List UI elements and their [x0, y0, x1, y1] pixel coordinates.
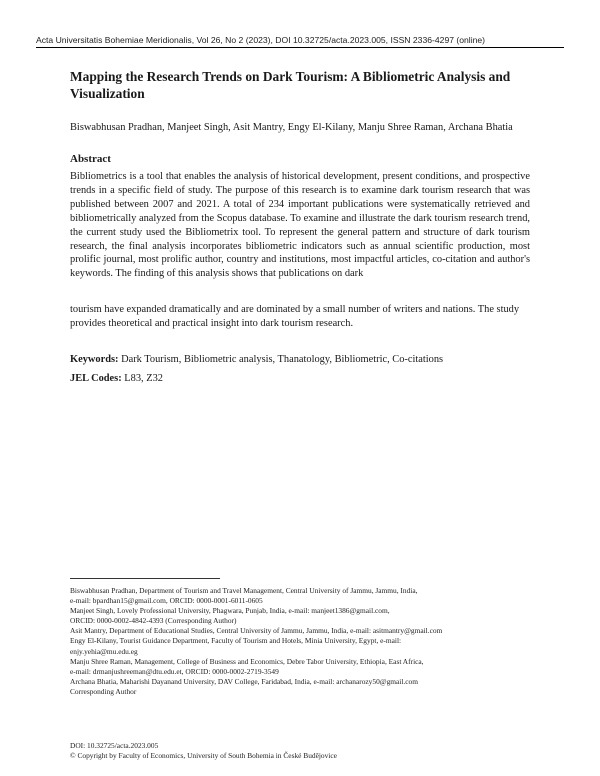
- footnote-line: enjy.yehia@mu.edu.eg: [70, 646, 138, 656]
- author-footnotes: [70, 586, 550, 697]
- header-rule: [36, 47, 564, 48]
- keywords-label: Keywords:: [70, 354, 119, 365]
- footnote-line: Archana Bhatia, Maharishi Dayanand University, DAV College, Faridabad, India, e-mail: archanarozy50@gmail.com: [70, 676, 418, 686]
- footnote-line: Corresponding Author: [70, 686, 137, 696]
- keywords-line: [70, 353, 540, 367]
- jel-codes-label: JEL Codes:: [70, 373, 122, 384]
- abstract-paragraph-1: Bibliometrics is a tool that enables the analysis of historical development, present conditions, and prospective trends in a specific field of study. The purpose of this research is to examine dark tourism research that was published between 2007 and 2021. A total of 234 important publications were systematically retrieved and bibliometrically analyzed from the Scopus database. To examine and illustrate the dark tourism research trend, the current study used the Bibliometrix tool. To represent the general pattern and structure of dark tourism research, the final analysis incorporates bibliometric indicators such as annual scientific production, most prolific journal, most prolific author, country and institutions, most impactful articles, co-citation and author's keywords. The finding of this analysis shows that publications on dark: [70, 171, 530, 280]
- footnote-line: ORCID: 0000-0002-4842-4393 (Corresponding Author): [70, 616, 237, 626]
- jel-codes-line: [70, 372, 540, 386]
- footnote-line: Asit Mantry, Department of Educational Studies, Central University of Jammu, Jammu, India, e-mail: asitmantry@gmail.com: [70, 626, 443, 636]
- footnote-line: e-mail: bpardhan15@gmail.com, ORCID: 0000-0001-6011-0605: [70, 596, 263, 606]
- jel-codes-text: L83, Z32: [121, 373, 163, 384]
- footnote-line: e-mail: drmanjushreeman@dtu.edu.et, ORCID: 0000-0002-2719-3549: [70, 666, 279, 676]
- footnote-line: Manju Shree Raman, Management, College of Business and Economics, Debre Tabor University, Ethiopia, East Africa,: [70, 656, 424, 666]
- author-list: Biswabhusan Pradhan, Manjeet Singh, Asit Mantry, Engy El-Kilany, Manju Shree Raman, Archana Bhatia: [70, 122, 513, 133]
- keywords-text: Dark Tourism, Bibliometric analysis, Thanatology, Bibliometric, Co-citations: [118, 354, 444, 365]
- doi-line: DOI: 10.32725/acta.2023.005: [70, 741, 159, 750]
- footnote-rule: [70, 578, 220, 579]
- running-head: Acta Universitatis Bohemiae Meridionalis, Vol 26, No 2 (2023), DOI 10.32725/acta.2023.005, ISSN 2336-4297 (online): [36, 35, 486, 45]
- article-title: Mapping the Research Trends on Dark Tourism: A Bibliometric Analysis and Visualization: [70, 69, 511, 101]
- abstract-heading: Abstract: [70, 153, 111, 165]
- footnote-line: Manjeet Singh, Lovely Professional University, Phagwara, Punjab, India, e-mail: manjeet1386@gmail.com,: [70, 606, 390, 616]
- publication-info: [70, 741, 550, 761]
- footnote-line: Biswabhusan Pradhan, Department of Tourism and Travel Management, Central University of Jammu, Jammu, India,: [70, 586, 418, 595]
- footnote-line: Engy El-Kilany, Tourist Guidance Department, Faculty of Tourism and Hotels, Minia University, Egypt, e-mail:: [70, 636, 402, 646]
- abstract-paragraph-2: tourism have expanded dramatically and are dominated by a small number of writers and nations. The study provides theoretical and practical insight into dark tourism research.: [70, 304, 520, 329]
- copyright-line: © Copyright by Faculty of Economics, University of South Bohemia in České Budějovice: [70, 751, 337, 761]
